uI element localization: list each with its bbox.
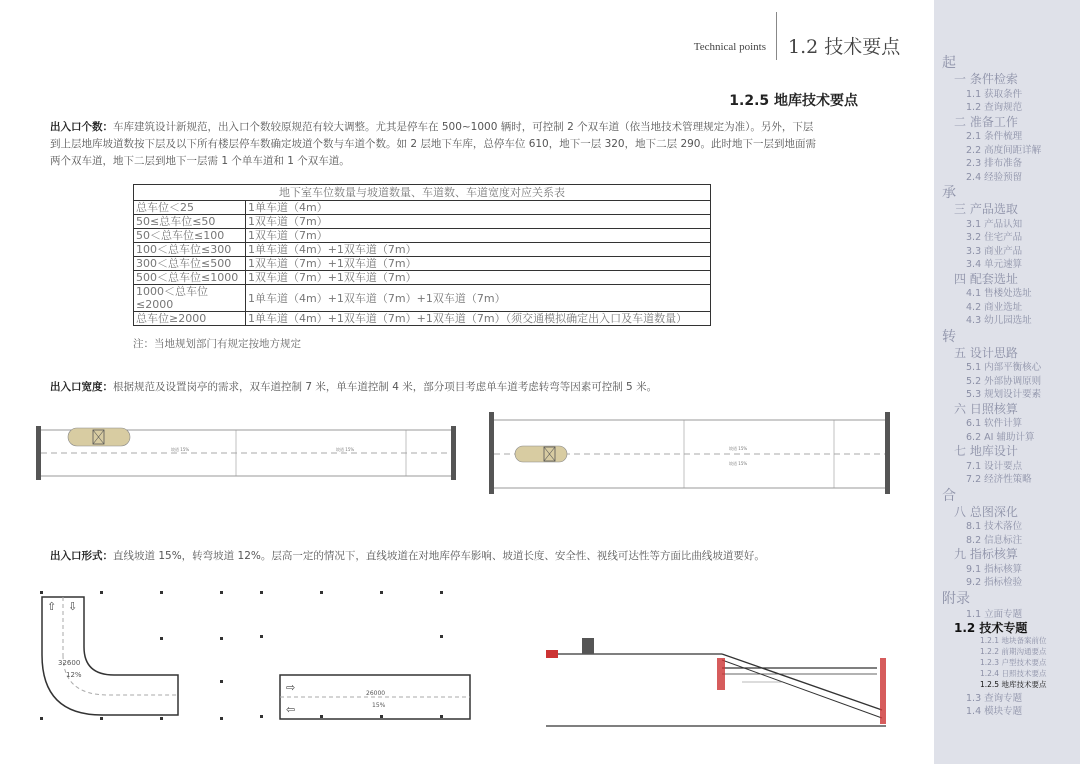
para-label: 出入口宽度： [50,381,113,393]
svg-text:⇦: ⇦ [286,703,296,716]
curved-ramp-drawing [28,585,248,725]
table-cell: 1双车道（7m）+1双车道（7m） [246,271,711,285]
table-row [134,257,711,271]
ramp-section-drawing [542,630,894,730]
sidebar-item-24[interactable]: 六 日照核算 [954,401,1018,416]
table-cell: 1双车道（7m）+1双车道（7m） [246,257,711,271]
table-row [134,229,711,243]
header-divider [776,12,777,60]
sidebar-item-11[interactable]: 3.1 产品认知 [966,218,1023,230]
table-row [134,215,711,229]
sidebar-item-25[interactable]: 6.1 软件计算 [966,418,1023,429]
sidebar-item-33[interactable]: 8.2 信息标注 [966,534,1023,546]
svg-text:坡道 15%: 坡道 15% [171,447,190,452]
sidebar-item-40[interactable]: 1.2.1 地块备案前位 [980,635,1047,645]
sidebar-item-0[interactable]: 起 [942,55,956,71]
svg-text:坡道 15%: 坡道 15% [729,446,748,451]
sidebar-item-39[interactable]: 1.2 技术专题 [954,621,1028,635]
table-cell: 1单车道（4m）+1双车道（7m）+1双车道（7m） [246,285,711,312]
sidebar-item-27[interactable]: 七 地库设计 [954,444,1018,458]
header-chinese-title: 1.2 技术要点 [788,36,901,58]
sidebar-item-8[interactable]: 2.4 经验预留 [966,171,1023,183]
para-text-line: 车库建筑设计新规范，出入口个数较原规范有较大调整。尤其是停车在 500~1000 辆时，可控制 2 个双车道（依当地技术管理规定为准）。另外，下层 [113,121,814,133]
sidebar-item-37[interactable]: 附录 [942,590,970,607]
sidebar-item-30[interactable]: 合 [942,487,956,504]
sidebar-item-38[interactable]: 1.1 立面专题 [966,608,1023,620]
table-row [134,312,711,326]
sidebar-item-26[interactable]: 6.2 AI 辅助计算 [966,431,1035,443]
table-note: 注：当地规划部门有规定按地方规定 [133,338,301,350]
sidebar-item-3[interactable]: 1.2 查询规范 [966,102,1023,113]
paragraph-entrance-width [50,379,657,396]
sidebar-item-15[interactable]: 四 配套选址 [954,271,1018,286]
curved-ramp-slope: 12% [66,671,82,679]
single-lane-plan-drawing [36,424,460,482]
table-row [134,271,711,285]
ramp-lane-table [133,184,711,326]
table-row [134,201,711,215]
sidebar-item-14[interactable]: 3.4 单元速算 [966,259,1023,270]
sidebar-item-17[interactable]: 4.2 商业选址 [966,301,1023,313]
sidebar-item-22[interactable]: 5.2 外部协调原则 [966,375,1042,387]
sidebar-item-19[interactable]: 转 [942,328,956,345]
table-cell: 1单车道（4m）+1双车道（7m） [246,243,711,257]
header-english-title: Technical points [693,41,766,53]
svg-text:坡道 15%: 坡道 15% [729,461,748,466]
straight-ramp-slope: 15% [372,702,386,709]
section-title: 1.2.5 地库技术要点 [729,93,858,109]
straight-ramp-drawing [254,587,480,723]
para-text: 根据规范及设置岗亭的需求，双车道控制 7 米，单车道控制 4 米，部分项目考虑单车道考虑转弯等因素可控制 5 米。 [113,381,658,393]
table-row [134,285,711,312]
paragraph-entrance-form [50,548,765,565]
sidebar-item-32[interactable]: 8.1 技术落位 [966,521,1023,532]
sidebar-item-31[interactable]: 八 总图深化 [954,504,1018,519]
svg-text:⇨: ⇨ [286,681,296,694]
double-lane-plan-drawing [489,410,895,496]
svg-text:⇧: ⇧ [47,600,57,613]
table-cell: 1单车道（4m）+1双车道（7m）+1双车道（7m）（须交通模拟确定出入口及车道数量） [246,312,711,326]
sidebar-item-16[interactable]: 4.1 售楼处选址 [966,288,1032,299]
sidebar-item-28[interactable]: 7.1 设计要点 [966,460,1023,472]
para-label: 出入口个数： [50,121,113,133]
sidebar-item-7[interactable]: 2.3 排布准备 [966,158,1023,169]
table-cell: 1单车道（4m） [246,201,711,215]
table-cell: 50＜总车位≤100 [134,229,246,243]
sidebar-navigation [934,0,1080,764]
para-text-line: 到上层地库坡道数按下层及以下所有楼层停车数确定坡道个数与车道个数。如 2 层地下车库，总停车位 610，地下一层 320，地下二层 290。此时地下一层到地面需 [50,138,816,150]
curved-ramp-length: 32600 [58,659,81,667]
sidebar-item-6[interactable]: 2.2 高度间距详解 [966,144,1042,156]
table-cell: 50≤总车位≤50 [134,215,246,229]
sidebar-item-21[interactable]: 5.1 内部平衡核心 [966,362,1042,373]
sidebar-item-10[interactable]: 三 产品选取 [954,202,1018,216]
sidebar-item-46[interactable]: 1.4 模块专题 [966,706,1023,717]
sidebar-item-13[interactable]: 3.3 商业产品 [966,245,1023,257]
table-cell: 1双车道（7m） [246,215,711,229]
paragraph-entrance-count [50,119,910,170]
para-label: 出入口形式： [50,550,113,562]
sidebar-item-41[interactable]: 1.2.2 前期沟通要点 [980,646,1047,656]
table-row [134,243,711,257]
sidebar-item-43[interactable]: 1.2.4 日照技术要点 [980,668,1047,678]
sidebar-item-9[interactable]: 承 [942,185,956,201]
sidebar-item-35[interactable]: 9.1 指标核算 [966,563,1023,575]
table-cell: 总车位≥2000 [134,312,246,326]
table-cell: 500＜总车位≤1000 [134,271,246,285]
sidebar-item-45[interactable]: 1.3 查询专题 [966,692,1023,704]
sidebar-item-29[interactable]: 7.2 经济性策略 [966,474,1032,485]
sidebar-item-36[interactable]: 9.2 指标检验 [966,577,1023,588]
para-text-line: 两个双车道，地下二层到地下一层需 1 个单车道和 1 个双车道。 [50,155,350,167]
sidebar-item-2[interactable]: 1.1 获取条件 [966,88,1023,100]
svg-text:坡道 15%: 坡道 15% [336,447,355,452]
sidebar-item-42[interactable]: 1.2.3 户型技术要点 [980,657,1047,667]
sidebar-item-5[interactable]: 2.1 条件梳理 [966,131,1023,142]
para-text: 直线坡道 15%，转弯坡道 12%。层高一定的情况下，直线坡道在对地库停车影响、坡道长度、安全性、视线可达性等方面比曲线坡道要好。 [113,550,765,562]
sidebar-item-12[interactable]: 3.2 住宅产品 [966,232,1023,243]
svg-text:⇩: ⇩ [68,600,78,613]
sidebar-item-20[interactable]: 五 设计思路 [954,345,1018,360]
sidebar-item-44[interactable]: 1.2.5 地库技术要点 [980,679,1047,689]
sidebar-item-23[interactable]: 5.3 规划设计要素 [966,389,1042,400]
sidebar-item-4[interactable]: 二 准备工作 [954,114,1018,129]
table-cell: 总车位＜25 [134,201,246,215]
sidebar-item-1[interactable]: 一 条件检索 [954,72,1018,86]
table-cell: 1000＜总车位 ≤2000 [134,285,246,312]
straight-ramp-length: 26000 [366,690,386,697]
sidebar-item-34[interactable]: 九 指标核算 [954,547,1018,561]
sidebar-item-18[interactable]: 4.3 幼儿园选址 [966,315,1032,326]
table-cell: 300＜总车位≤500 [134,257,246,271]
table-cell: 100＜总车位≤300 [134,243,246,257]
table-caption: 地下室车位数量与坡道数量、车道数、车道宽度对应关系表 [134,185,711,201]
table-cell: 1双车道（7m） [246,229,711,243]
